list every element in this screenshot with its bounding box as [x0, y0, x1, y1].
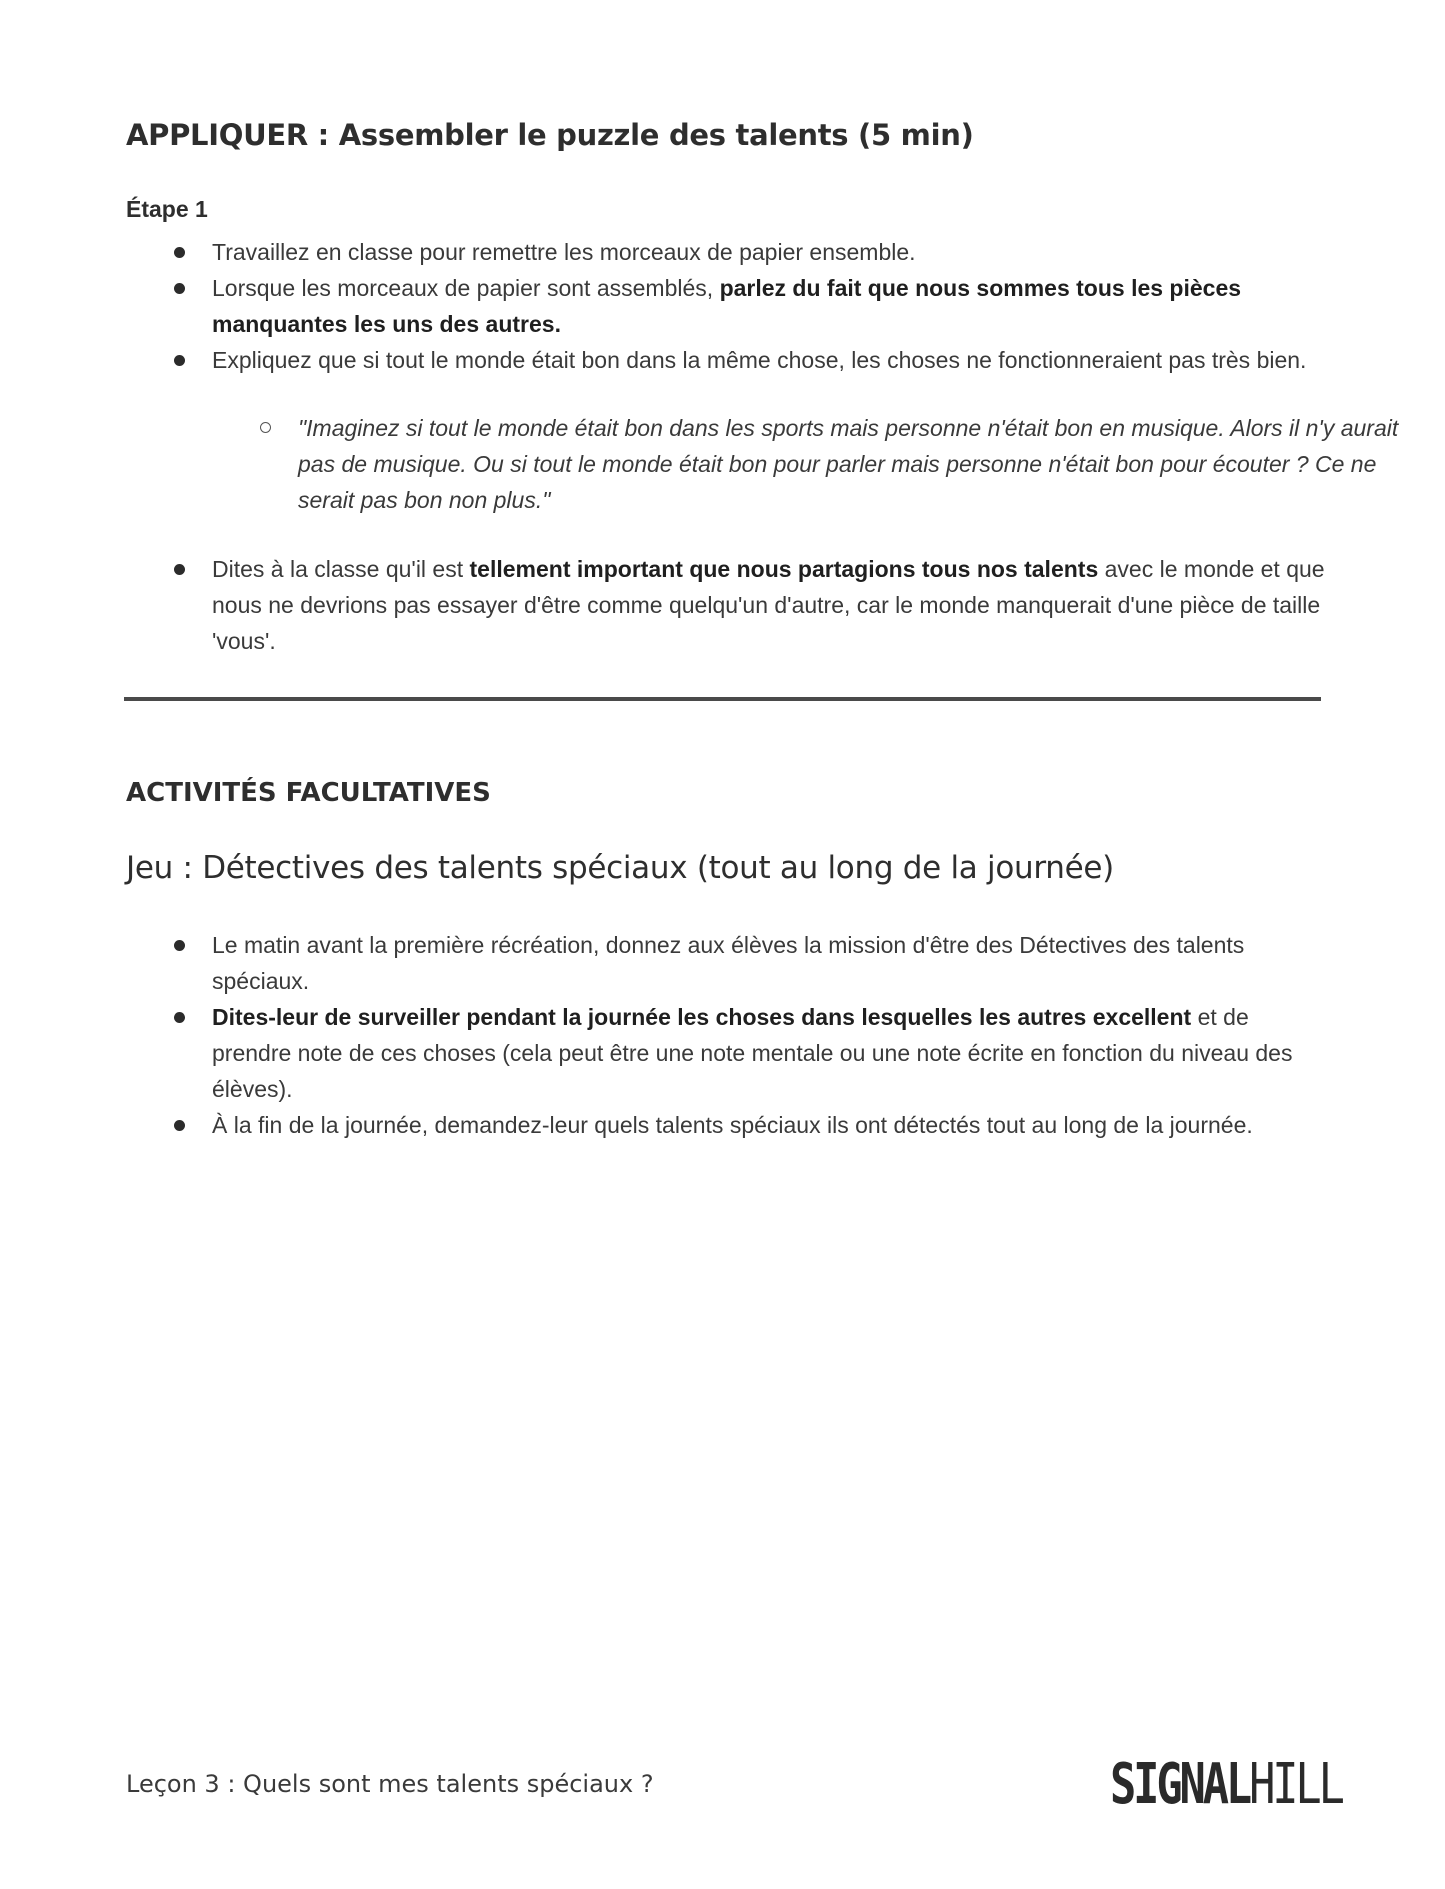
list-item — [126, 270, 1326, 342]
signal-hill-logo — [1110, 1752, 1342, 1817]
list-item — [126, 551, 1326, 659]
bullet-icon — [174, 1120, 185, 1131]
apply-heading: APPLIQUER : Assembler le puzzle des talents (5 min) — [126, 118, 974, 152]
bullet-icon — [174, 247, 185, 258]
bullet-bold-text: Dites-leur de surveiller pendant la journée les choses dans lesquelles les autres excellent — [212, 1004, 1192, 1030]
bullet-text: Lorsque les morceaux de papier sont assemblés, — [212, 275, 720, 301]
list-item — [126, 234, 1326, 270]
footer-lesson-title: Leçon 3 : Quels sont mes talents spéciaux ? — [126, 1770, 654, 1798]
apply-bullet-list — [126, 234, 1326, 378]
bullet-bold-text: parlez du fait que nous sommes tous les pièces manquantes les uns des autres. — [212, 275, 1242, 337]
section-divider — [124, 697, 1321, 701]
bullet-icon — [174, 1012, 185, 1023]
logo-text-thin: HILL — [1249, 1752, 1342, 1817]
list-item — [126, 927, 1326, 999]
list-item — [126, 1107, 1326, 1143]
hollow-bullet-icon — [260, 422, 271, 433]
bullet-icon — [174, 564, 185, 575]
bullet-icon — [174, 283, 185, 294]
sub-bullet — [126, 410, 1412, 518]
logo-text-bold: SIGNAL — [1110, 1752, 1250, 1817]
apply-bullet-list-2 — [126, 551, 1326, 659]
bullet-text: avec le monde et que nous ne devrions pas essayer d'être comme quelqu'un d'autre, car le monde manquerait d'une pièce de taille 'vous'. — [212, 556, 1325, 654]
list-item — [126, 342, 1326, 378]
bullet-text: et de prendre note de ces choses (cela peut être une note mentale ou une note écrite en fonction du niveau des élèves). — [212, 1004, 1293, 1102]
bullet-text: Dites à la classe qu'il est — [212, 556, 470, 582]
quote-text: "Imaginez si tout le monde était bon dans les sports mais personne n'était bon en musique. Alors il n'y aurait pas de musique. Ou si tout le monde était bon pour parler mais personne n'était bon pour écouter ? Ce ne serait pas bon non plus." — [298, 415, 1399, 513]
list-item — [126, 999, 1326, 1107]
optional-heading: ACTIVITÉS FACULTATIVES — [126, 778, 491, 808]
game-heading: Jeu : Détectives des talents spéciaux (tout au long de la journée) — [126, 850, 1114, 886]
bullet-icon — [174, 355, 185, 366]
bullet-bold-text: tellement important que nous partagions tous nos talents — [469, 556, 1099, 582]
bullet-text: Travaillez en classe pour remettre les morceaux de papier ensemble. — [212, 239, 916, 265]
step-label: Étape 1 — [126, 196, 208, 222]
bullet-text: Expliquez que si tout le monde était bon dans la même chose, les choses ne fonctionneraient pas très bien. — [212, 347, 1307, 373]
bullet-text: Le matin avant la première récréation, donnez aux élèves la mission d'être des Détectives des talents spéciaux. — [212, 932, 1245, 994]
bullet-text: À la fin de la journée, demandez-leur quels talents spéciaux ils ont détectés tout au long de la journée. — [212, 1112, 1253, 1138]
bullet-icon — [174, 940, 185, 951]
optional-bullet-list — [126, 927, 1326, 1143]
